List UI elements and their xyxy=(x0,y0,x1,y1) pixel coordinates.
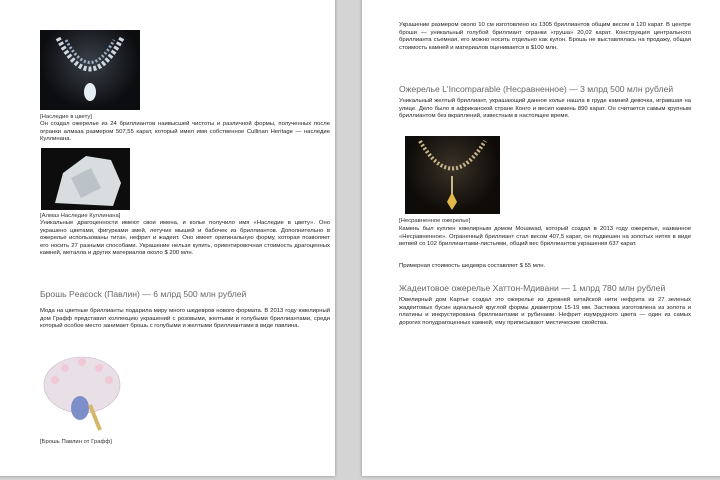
paragraph: Мода на цветные бриллианты подарила миру много шедевров нового формата. В 2013 году ювелирный дом Графф представил коллекцию украшений с розовыми, желтыми и голубыми бриллиантами, среди который особое место занимает брошь с голубыми и желтыми бриллиантами в виде павлина. xyxy=(40,308,330,330)
necklace-icon xyxy=(405,136,500,214)
peacock-brooch-image xyxy=(40,350,125,435)
rough-diamond-icon xyxy=(41,148,130,210)
cullinan-diamond-image xyxy=(41,148,130,210)
document-page-2 xyxy=(362,0,720,476)
image-caption: [Алмаз Наследие Куллинана] xyxy=(40,213,121,219)
paragraph: Он создал ожерелье из 24 бриллиантов наивысшей чистоты и различной формы, полученных после огранки алмаза размером 507,55 карат, который имел имя собственное Cullinan Heritage — наследие Куллинана. xyxy=(40,121,330,143)
paragraph: Ювелирный дом Картье создал это ожерелье из древней китайской нити нефрита из 27 зеленых жадеитовых бусин идеальной круглой формы диаметром 15-19 мм. Застежка изготовлена из золота и платины и инкрустирована бриллиантами и рубинами. Нефрит изумрудного цвета — один из самых дорогих полудрагоценных камней, ему приписывают мистические свойства. xyxy=(399,297,691,326)
necklace-icon xyxy=(40,30,140,110)
paragraph: Уникальный желтый бриллиант, украшающий данное колье нашла в груде камней девочка, игравшая на улице. Дело было в африканской стране Конго и весил камень 890 карат. Он считается самым крупным бриллиантом без вкраплений, известным в настоящее время. xyxy=(399,98,691,120)
necklace-heritage-image xyxy=(40,30,140,110)
image-caption: [Несравненное ожерелье] xyxy=(399,218,471,224)
peacock-brooch-icon xyxy=(40,350,125,435)
paragraph: Примерная стоимость шедевра составляет $ 55 млн. xyxy=(399,263,546,269)
lincomparable-necklace-image xyxy=(405,136,500,214)
image-caption: [Брошь Павлин от Графф] xyxy=(40,439,112,445)
section-heading: Ожерелье L'Incomparable (Несравненное) — 3 млрд 500 млн рублей xyxy=(399,84,674,94)
paragraph: Камень был куплен ювелирным домом Mouawad, который создал в 2013 году ожерелье, названное «Несравненное». Ограненный бриллиант стал весом 407,5 карат, он подвешен на золотых нитях в виде ветвей со 102 бриллиантами-листьями, общий вес бриллиантов украшения 637 карат. xyxy=(399,226,691,248)
section-heading: Брошь Peacock (Павлин) — 6 млрд 500 млн рублей xyxy=(40,289,247,299)
paragraph: Уникальные драгоценности имеют свои имена, и колье получило имя «Наследие в цвету». Оно украшено цветами, фигурками змей, летучих мышей и бабочек из бриллиантов. Дополнительно в ожерелье использованы титан, нефрит и жадеит. Оно имеет оригинальную форму, которая позволяет его носить 27 разными способами. Украшение нельзя купить, ориентировочная стоимость драгоценных камней, металла и других материалов около $ 200 млн. xyxy=(40,220,330,257)
paragraph: Украшение размером около 10 см изготовлено из 1305 бриллиантов общим весом в 120 карат. В центре броши — уникальный голубой бриллиант огранки «груша» 20,02 карат. Конструкция центрального бриллианта съемная, его можно носить отдельно как кулон. Брошь не выставлялась на продажу, общая стоимость камней и материалов оценивается в $100 млн. xyxy=(399,22,691,51)
section-heading: Жадеитовое ожерелье Хаттон-Мдивани — 1 млрд 780 млн рублей xyxy=(399,283,666,293)
image-caption: [Наследие в цвету] xyxy=(40,114,92,120)
document-page-1 xyxy=(0,0,335,476)
